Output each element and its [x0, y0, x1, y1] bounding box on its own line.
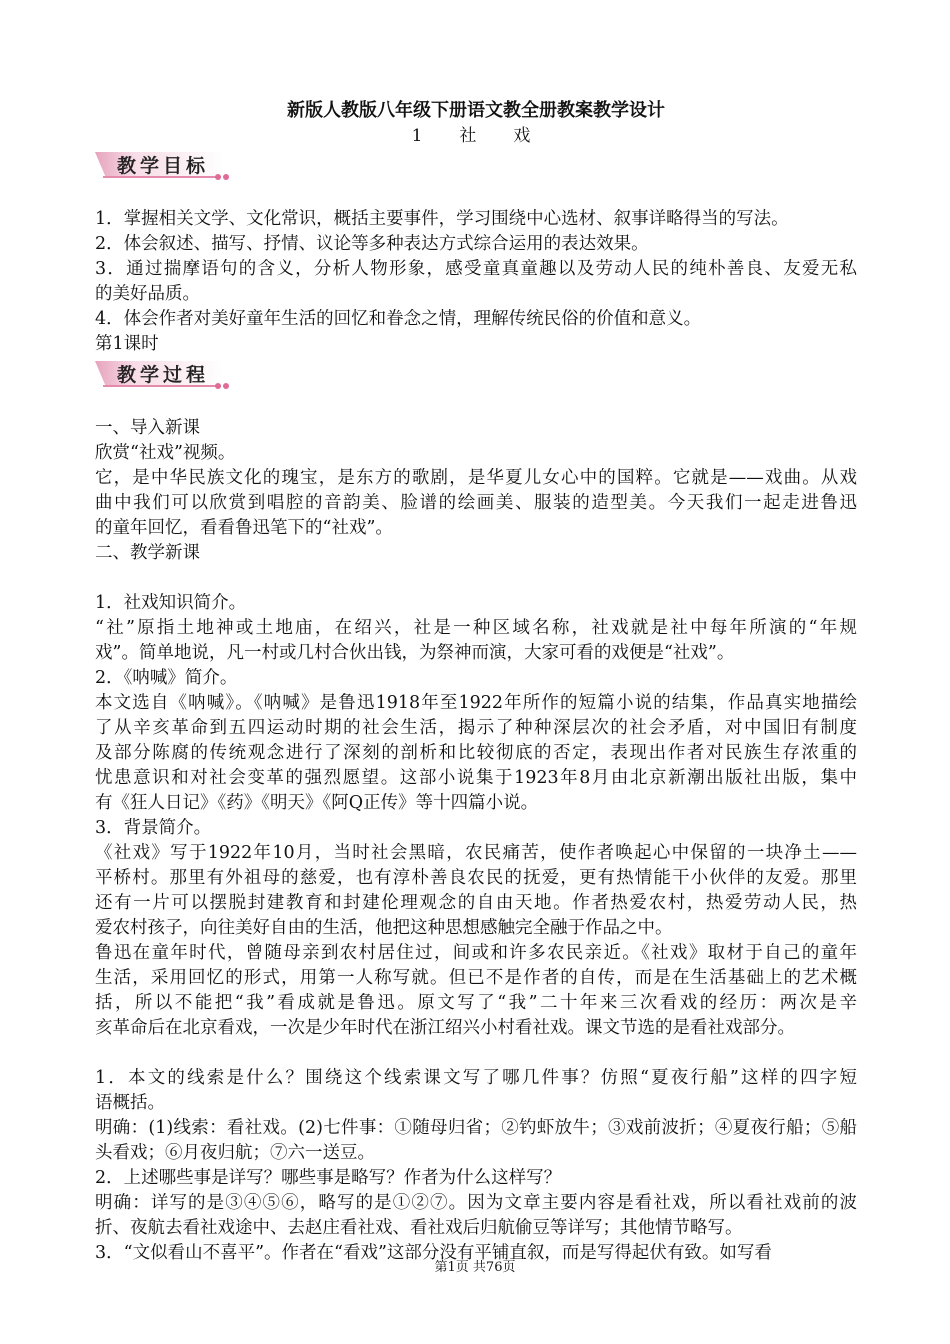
banner-dot-icon	[215, 174, 221, 180]
text-line: 2．《呐喊》简介。	[95, 668, 238, 688]
text-line: 它，是中华民族文化的瑰宝，是东方的歌剧，是华夏儿女心中的国粹。它就是——戏曲。从戏	[95, 468, 857, 488]
paragraph	[95, 232, 857, 257]
paragraph	[95, 466, 857, 541]
paragraph	[95, 666, 857, 691]
paragraph	[95, 591, 857, 616]
paragraph	[95, 207, 857, 232]
text-line: 3．通过揣摩语句的含义，分析人物形象，感受童真童趣以及劳动人民的纯朴善良、友爱无私	[95, 259, 857, 279]
paragraph	[95, 541, 857, 566]
banner-label: 教学目标	[117, 155, 210, 177]
blank-line	[95, 182, 857, 207]
document-title: 新版人教版八年级下册语文教全册教案教学设计	[287, 100, 665, 121]
paragraph	[95, 1191, 857, 1241]
paragraph	[95, 616, 857, 666]
blank-line	[95, 566, 857, 591]
text-line: 忧患意识和对社会变革的强烈愿望。这部小说集于1923年8月由北京新潮出版社出版，集中	[95, 768, 857, 788]
paragraph	[95, 441, 857, 466]
text-line: 第1课时	[95, 334, 159, 354]
text-line: 1．本文的线索是什么？围绕这个线索课文写了哪几件事？仿照“夏夜行船”这样的四字短	[95, 1068, 857, 1088]
banner-dot-icon	[223, 174, 229, 180]
text-line: 语概括。	[95, 1093, 165, 1113]
paragraph	[95, 1066, 857, 1116]
text-line: 3．背景简介。	[95, 818, 212, 838]
text-line: 4．体会作者对美好童年生活的回忆和眷念之情，理解传统民俗的价值和意义。	[95, 309, 702, 329]
text-line: 一、导入新课	[95, 418, 200, 438]
text-line: 明确：详写的是③④⑤⑥，略写的是①②⑦。因为文章主要内容是看社戏，所以看社戏前的波	[95, 1193, 857, 1213]
paragraph	[95, 691, 857, 816]
text-line: 2．上述哪些事是详写？哪些事是略写？作者为什么这样写？	[95, 1168, 562, 1188]
banner-label: 教学过程	[117, 364, 210, 386]
text-line: 还有一片可以摆脱封建教育和封建伦理观念的自由天地。作者热爱农村，热爱劳动人民，热	[95, 893, 857, 913]
document-page	[95, 98, 857, 1266]
page-number: 第1页 共76页	[434, 1260, 516, 1275]
text-line: 亥革命后在北京看戏，一次是少年时代在浙江绍兴小村看社戏。课文节选的是看社戏部分。	[95, 1018, 795, 1038]
text-line: 鲁迅在童年时代，曾随母亲到农村居住过，间或和许多农民亲近。《社戏》取材于自己的童年	[95, 943, 857, 963]
paragraph	[95, 257, 857, 307]
text-line: 《社戏》写于1922年10月，当时社会黑暗，农民痛苦，使作者唤起心中保留的一块净土——	[95, 843, 857, 863]
text-line: 爱农村孩子，向往美好自由的生活，他把这种思想感触完全融于作品之中。	[95, 918, 673, 938]
text-line: 头看戏；⑥月夜归航；⑦六一送豆。	[95, 1143, 375, 1163]
text-line: 了从辛亥革命到五四运动时期的社会生活，揭示了种种深层次的社会矛盾，对中国旧有制度	[95, 718, 857, 738]
text-line: 生活，采用回忆的形式，用第一人称写就。但已不是作者的自传，而是在生活基础上的艺术概	[95, 968, 857, 988]
paragraph	[95, 1116, 857, 1166]
section-banner	[95, 150, 230, 182]
text-line: 3．“文似看山不喜平”。作者在“看戏”这部分没有平铺直叙，而是写得起伏有致。如写看	[95, 1243, 772, 1263]
text-line: 的童年回忆，看看鲁迅笔下的“社戏”。	[95, 518, 393, 538]
text-line: 及部分陈腐的传统观念进行了深刻的剖析和比较彻底的否定，表现出作者对民族生存浓重的	[95, 743, 857, 763]
text-line: 二、教学新课	[95, 543, 200, 563]
text-line: 明确：(1)线索：看社戏。(2)七件事：①随母归省；②钓虾放牛；③戏前波折；④夏夜行船；⑤船	[95, 1118, 857, 1138]
paragraph	[95, 841, 857, 941]
blank-line	[95, 391, 857, 416]
paragraph	[95, 416, 857, 441]
text-line: 的美好品质。	[95, 284, 200, 304]
text-line: 2．体会叙述、描写、抒情、议论等多种表达方式综合运用的表达效果。	[95, 234, 649, 254]
lesson-title: 1 社 戏	[411, 126, 541, 146]
text-line: 1．社戏知识简介。	[95, 593, 247, 613]
paragraph	[95, 307, 857, 332]
blank-line	[95, 1041, 857, 1066]
text-line: “社”原指土地神或土地庙，在绍兴，社是一种区域名称，社戏就是社中每年所演的“年规	[95, 618, 857, 638]
text-line: 有《狂人日记》《药》《明天》《阿Q正传》等十四篇小说。	[95, 793, 539, 813]
paragraph	[95, 941, 857, 1041]
text-line: 戏”。简单地说，凡一村或几村合伙出钱，为祭神而演，大家可看的戏便是“社戏”。	[95, 643, 735, 663]
text-line: 折、夜航去看社戏途中、去赵庄看社戏、看社戏后归航偷豆等详写；其他情节略写。	[95, 1218, 743, 1238]
text-line: 曲中我们可以欣赏到唱腔的音韵美、脸谱的绘画美、服装的造型美。今天我们一起走进鲁迅	[95, 493, 857, 513]
section-banner	[95, 359, 230, 391]
text-line: 1．掌握相关文学、文化常识，概括主要事件，学习围绕中心选材、叙事详略得当的写法。	[95, 209, 789, 229]
paragraph	[95, 1166, 857, 1191]
banner-dot-icon	[223, 383, 229, 389]
paragraph	[95, 816, 857, 841]
document-body	[95, 150, 857, 1266]
text-line: 欣赏“社戏”视频。	[95, 443, 236, 463]
banner-dot-icon	[215, 383, 221, 389]
paragraph	[95, 332, 857, 357]
text-line: 括，所以不能把“我”看成就是鲁迅。原文写了“我”二十年来三次看戏的经历：两次是辛	[95, 993, 857, 1013]
text-line: 平桥村。那里有外祖母的慈爱，也有淳朴善良农民的抚爱，更有热情能干小伙伴的友爱。那里	[95, 868, 857, 888]
text-line: 本文选自《呐喊》。《呐喊》是鲁迅1918年至1922年所作的短篇小说的结集，作品真实地描绘	[95, 693, 857, 713]
